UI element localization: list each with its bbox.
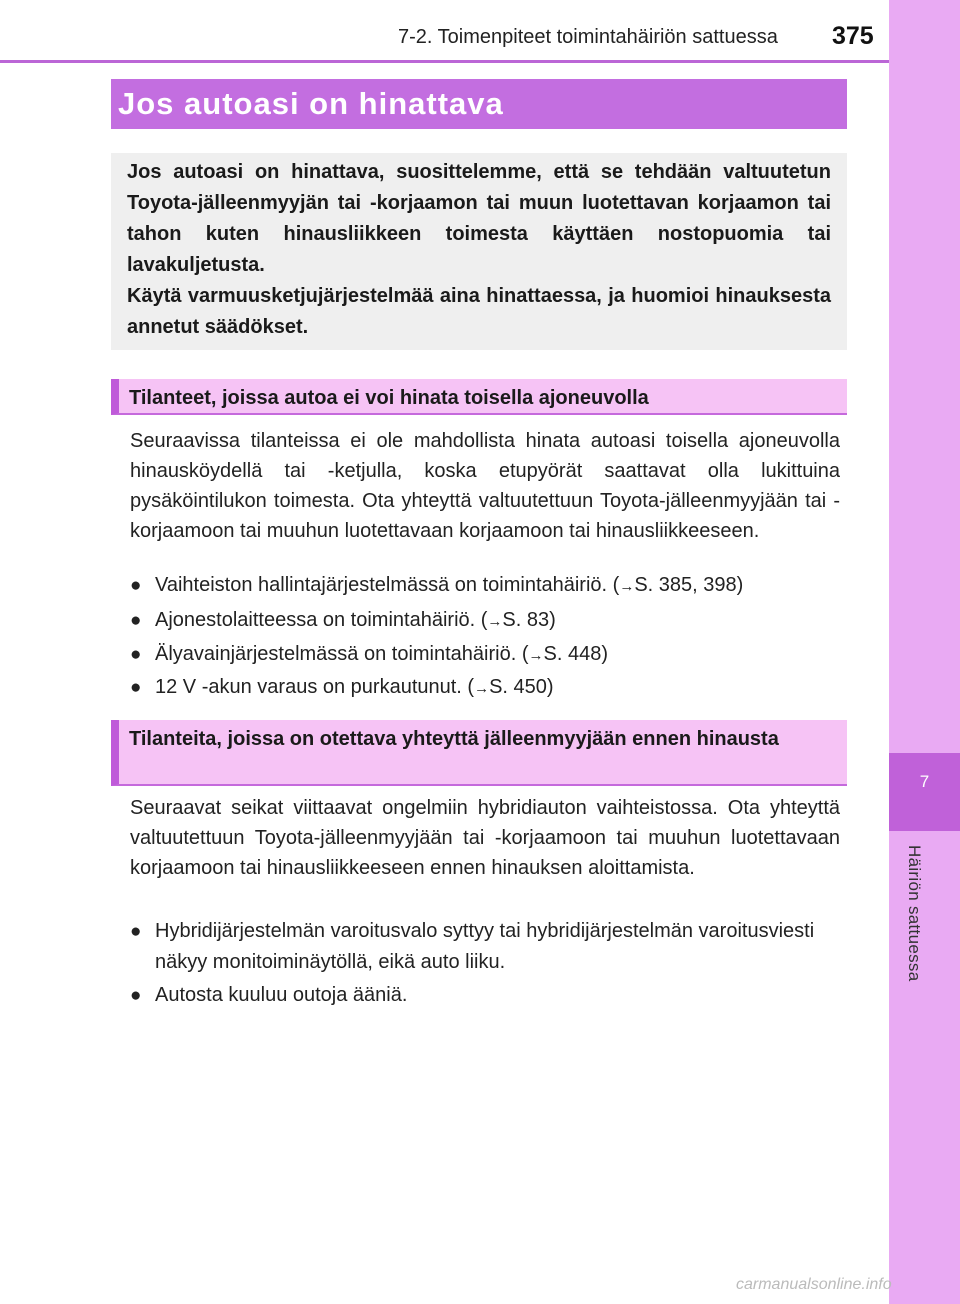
header-rule: [0, 60, 889, 63]
section-heading-no-towing: Tilanteet, joissa autoa ei voi hinata toisella ajoneuvolla: [111, 379, 847, 415]
bullet-icon: ●: [130, 677, 142, 698]
arrow-icon: →: [619, 578, 635, 595]
list-item: [130, 639, 842, 671]
watermark-link[interactable]: carmanualsonline.info: [736, 1276, 892, 1293]
list-item-text: Vaihteiston hallintajärjestelmässä on toimintahäiriö. (: [155, 574, 620, 596]
bullet-icon: ●: [130, 610, 142, 631]
list-item-text: Autosta kuuluu outoja ääniä.: [155, 984, 408, 1006]
intro-paragraph: Jos autoasi on hinattava, suosittelemme, että se tehdään valtuutetun Toyota-jälleenmyyjän tai -korjaamon tai muun luotettavan korjaamon tai tahon kuten hinausliikkeen toimesta käyttäen nostopuomia tai lavakuljetusta.: [127, 161, 831, 276]
arrow-icon: →: [487, 613, 503, 630]
list-item: [130, 916, 842, 978]
bullet-icon: ●: [130, 985, 142, 1006]
list-item: [130, 980, 842, 1011]
chapter-number-box: [889, 753, 960, 831]
arrow-icon: →: [474, 680, 490, 697]
section-body-contact-dealer: Seuraavat seikat viittaavat ongelmiin hybridiauton vaihteistossa. Ota yhteyttä valtuutettuun Toyota-jälleenmyyjään tai -korjaamoon tai muuhun luotettavaan korjaamoon tai hinausliikkeeseen ennen hinauksen aloittamista.: [130, 797, 840, 879]
section-heading-contact-dealer: Tilanteita, joissa on otettava yhteyttä jälleenmyyjään ennen hinausta: [111, 720, 847, 786]
bullet-icon: ●: [130, 575, 142, 596]
arrow-icon: →: [528, 647, 544, 664]
chapter-side-tab: [889, 0, 960, 1304]
list-item-text: 12 V -akun varaus on purkautunut. (: [155, 676, 475, 698]
page-reference[interactable]: S. 83): [502, 609, 556, 631]
bullet-icon: ●: [130, 644, 142, 665]
page-reference[interactable]: S. 448): [543, 643, 608, 665]
intro-paragraph-2: Käytä varmuusketjujärjestelmää aina hinattaessa, ja huomioi hinauksesta annetut säädökset.: [127, 285, 831, 338]
page-number: 375: [832, 22, 874, 50]
list-item-text: Hybridijärjestelmän varoitusvalo syttyy tai hybridijärjestelmän varoitusviesti näkyy monitoiminäytöllä, eikä auto liiku.: [155, 920, 815, 973]
list-item: [130, 570, 842, 602]
chapter-label: Häiriön sattuessa: [905, 845, 924, 982]
chapter-number: 7: [919, 772, 930, 791]
list-item-text: Ajonestolaitteessa on toimintahäiriö. (: [155, 609, 488, 631]
list-item: [130, 672, 842, 704]
list-item-text: Älyavainjärjestelmässä on toimintahäiriö. (: [155, 643, 529, 665]
bullet-icon: ●: [130, 921, 142, 942]
intro-box: [111, 153, 847, 350]
page-reference[interactable]: S. 385, 398): [634, 574, 744, 596]
list-item: [130, 605, 842, 637]
page-title: Jos autoasi on hinattava: [118, 86, 504, 121]
section-body-no-towing: Seuraavissa tilanteissa ei ole mahdollista hinata autoasi toisella ajoneuvolla hinausköydellä tai -ketjulla, koska etupyörät saattavat olla lukittuina pysäköintilukon toimesta. Ota yhteyttä valtuutettuun Toyota-jälleenmyyjään tai -korjaamoon tai muuhun luotettavaan korjaamoon tai hinausliikkeeseen.: [130, 430, 840, 542]
running-header: 7-2. Toimenpiteet toimintahäiriön sattuessa: [398, 26, 778, 48]
page-reference[interactable]: S. 450): [489, 676, 554, 698]
